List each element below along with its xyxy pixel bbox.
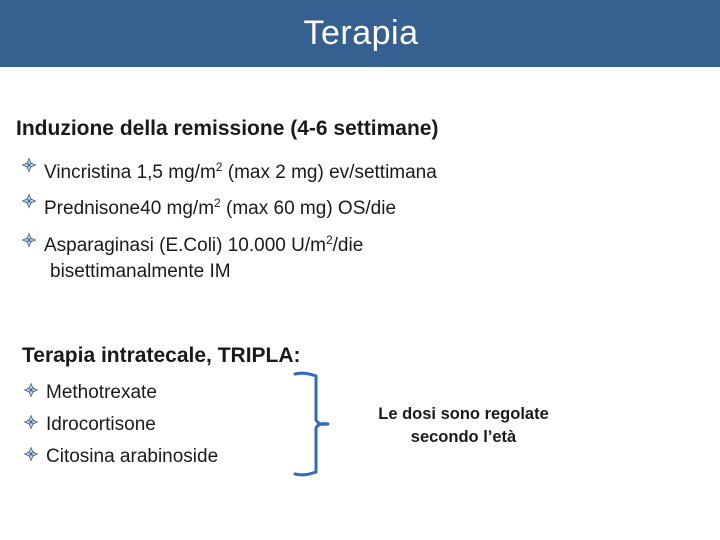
diamond-bullet-icon xyxy=(21,193,37,209)
diamond-bullet-icon xyxy=(23,382,39,398)
induction-list xyxy=(20,152,437,285)
title-bar xyxy=(0,0,720,67)
list-item xyxy=(20,152,437,188)
drug-dose-text: Vincristina 1,5 $mg/m^2$ (max 2 mg) ev/settimana xyxy=(44,160,437,183)
slide-title: Terapia xyxy=(303,14,419,52)
intrathecal-heading: Terapia intratecale, TRIPLA: xyxy=(22,344,301,367)
list-item xyxy=(20,188,437,224)
diamond-bullet-icon xyxy=(23,446,39,462)
drug-dose-text: Asparaginasi (E.Coli) 10.000 $U/m^2$/die xyxy=(44,233,364,256)
diamond-bullet-icon xyxy=(23,414,39,430)
drug-name: Citosina arabinoside xyxy=(46,446,219,467)
list-item xyxy=(22,441,218,473)
list-item xyxy=(22,409,218,441)
induction-heading: Induzione della remissione (4-6 settimane) xyxy=(16,117,439,140)
drug-dose-text: Prednisone40 $mg/m^2$ (max 60 mg) OS/die xyxy=(44,196,397,219)
note-line: Le dosi sono regolate xyxy=(378,405,549,423)
intrathecal-list xyxy=(22,377,218,473)
list-item xyxy=(20,224,437,285)
diamond-bullet-icon xyxy=(21,232,37,248)
drug-name: Idrocortisone xyxy=(46,414,156,435)
drug-name: Methotrexate xyxy=(46,382,157,403)
diamond-bullet-icon xyxy=(21,157,37,173)
dose-note xyxy=(360,403,567,449)
curly-brace-icon xyxy=(290,368,330,480)
note-line: secondo l’età xyxy=(410,428,517,446)
drug-dose-continuation: bisettimanalmente IM xyxy=(50,261,231,282)
list-item xyxy=(22,377,218,409)
